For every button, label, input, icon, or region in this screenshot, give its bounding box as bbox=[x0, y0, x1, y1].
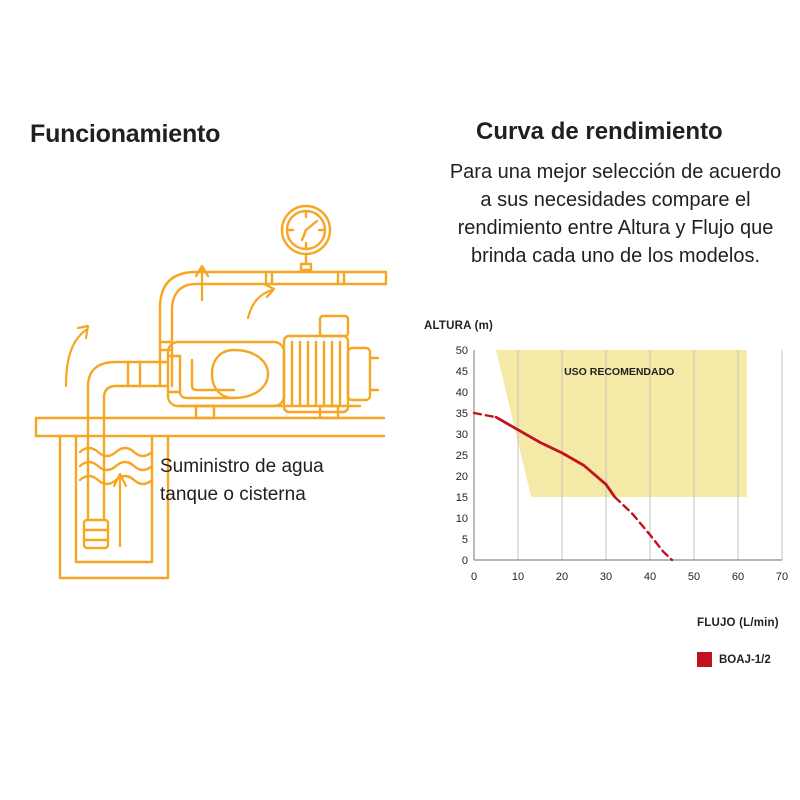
chart-annotation-uso-recomendado: USO RECOMENDADO bbox=[564, 366, 675, 378]
diagram-caption-line-1: Suministro de agua bbox=[160, 456, 324, 477]
chart-y-axis-title: ALTURA (m) bbox=[424, 320, 494, 332]
chart-x-tick-label: 60 bbox=[731, 571, 745, 583]
chart-x-axis-title: FLUJO (L/min) bbox=[697, 617, 779, 629]
chart-series-dashed-start bbox=[474, 413, 496, 417]
diagram-caption-line-2: tanque o cisterna bbox=[160, 484, 306, 505]
chart-y-tick-label: 25 bbox=[455, 450, 468, 462]
chart-plot-area bbox=[430, 342, 790, 602]
pump-diagram bbox=[20, 190, 400, 610]
chart-x-tick-label: 40 bbox=[643, 571, 657, 583]
chart-y-tick-label: 5 bbox=[461, 534, 468, 546]
chart-x-tick-label: 70 bbox=[775, 571, 789, 583]
legend-label-boaj: BOAJ-1/2 bbox=[719, 653, 771, 666]
chart-y-tick-label: 30 bbox=[455, 429, 468, 441]
chart-x-tick-label: 20 bbox=[555, 571, 569, 583]
chart-x-tick-label: 0 bbox=[470, 571, 478, 583]
performance-chart bbox=[412, 320, 800, 690]
chart-x-tick-label: 50 bbox=[687, 571, 701, 583]
chart-series-dashed-end bbox=[615, 497, 672, 560]
chart-y-tick-label: 0 bbox=[461, 555, 468, 567]
page-title-curva-rendimiento: Curva de rendimiento bbox=[476, 118, 723, 145]
chart-y-tick-label: 50 bbox=[455, 345, 468, 357]
chart-x-tick-label: 30 bbox=[599, 571, 613, 583]
chart-y-tick-label: 20 bbox=[455, 471, 468, 483]
chart-y-tick-label: 40 bbox=[455, 387, 468, 399]
legend-color-swatch bbox=[697, 652, 712, 667]
chart-y-tick-label: 35 bbox=[455, 408, 468, 420]
chart-x-tick-label: 10 bbox=[511, 571, 525, 583]
chart-legend bbox=[697, 652, 771, 667]
chart-y-tick-label: 45 bbox=[455, 366, 468, 378]
curva-rendimiento-panel bbox=[400, 0, 800, 800]
chart-y-tick-label: 10 bbox=[455, 513, 468, 525]
page-title-funcionamiento: Funcionamiento bbox=[30, 120, 221, 148]
curva-description-text: Para una mejor selección de acuerdo a sus necesidades compare el rendimiento entre Altura y Flujo que brinda cada uno de los modelos. bbox=[449, 161, 782, 267]
chart-y-tick-label: 15 bbox=[455, 492, 468, 504]
